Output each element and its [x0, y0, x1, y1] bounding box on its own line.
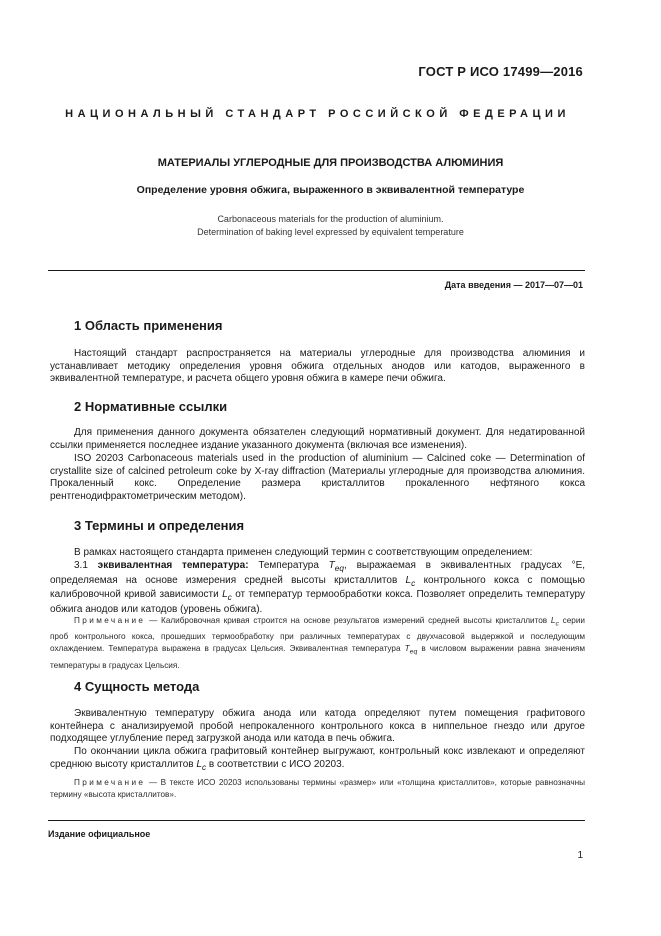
header-divider — [48, 270, 585, 271]
english-title — [50, 213, 611, 239]
section-2-heading: 2 Нормативные ссылки — [74, 399, 228, 414]
document-subtitle: Определение уровня обжига, выраженного в эквивалентной температуре — [136, 184, 525, 196]
document-number: ГОСТ Р ИСО 17499—2016 — [418, 64, 583, 79]
english-title-line-1: Carbonaceous materials for the production of aluminium. — [217, 214, 444, 224]
term-definition: 3.1 эквивалентная температура: Температура $T_{eq}$, выражаемая в эквивалентных градусах °E, определяемая на основе измерения средней высоты кристаллитов $L_c$ контрольного кокса с помощью калибровочной кривой зависимости $L_c$ от температур термообработки кокса. Позволяет определить температуру обжига анодов или катодов (уровень обжига). — [50, 560, 586, 615]
footer-divider — [48, 820, 585, 821]
section-4-heading: 4 Сущность метода — [74, 679, 200, 694]
section-4-paragraph-2: По окончании цикла обжига графитовый контейнер выгружают, контрольный кокс извлекают и определяют среднюю высоту кристаллитов $L_c$ в соответствии с ИСО 20203. — [50, 746, 585, 772]
note-label: Примечание — [74, 616, 146, 625]
term-number: 3.1 — [74, 560, 88, 571]
english-title-line-2: Determination of baking level expressed by equivalent temperature — [197, 227, 464, 237]
document-title: МАТЕРИАЛЫ УГЛЕРОДНЫЕ ДЛЯ ПРОИЗВОДСТВА АЛЮМИНИЯ — [157, 157, 504, 169]
section-3-paragraph: В рамках настоящего стандарта применен следующий термин с соответствующим определением: — [74, 547, 533, 558]
section-1-heading: 1 Область применения — [74, 318, 223, 333]
section-2-paragraph-1: Для применения данного документа обязателен следующий нормативный документ. Для недатированной ссылки применяется последнее издание указанного документа (включая все изменения). — [50, 427, 585, 451]
introduction-date: Дата введения — 2017—07—01 — [444, 280, 583, 290]
national-standard-banner: НАЦИОНАЛЬНЫЙ СТАНДАРТ РОССИЙСКОЙ ФЕДЕРАЦИИ — [65, 108, 570, 120]
official-edition-label: Издание официальное — [48, 829, 151, 839]
section-3-note: Примечание — Калибровочная кривая строится на основе результатов измерений средней высоты кристаллитов $L_c$ серии проб контрольного кокса, прошедших термообработку при различных температурах с двухчасовой выдержкой и последующим охлаждением. Температура выражена в градусах Цельсия. Эквивалентная температура $T_{eq}$ в числовом выражении равна значениям температуры в градусах Цельсия. — [50, 616, 585, 670]
section-3-heading: 3 Термины и определения — [74, 518, 245, 533]
section-4-note: Примечание — В тексте ИСО 20203 использованы термины «размер» или «толщина кристаллитов», которые равнозначны термину «высота кристаллитов». — [50, 778, 585, 800]
section-4-paragraph-1: Эквивалентную температуру обжига анода или катода определяют путем помещения графитового контейнера с анализируемой пробой непрокаленного контрольного кокса в ниппельное гнездо или другое подходящее углубление перед загрузкой анода или катода в печь обжига. — [50, 708, 585, 745]
section-2-paragraph-2: ISO 20203 Carbonaceous materials used in the production of aluminium — Calcined coke — Determination of crystallite size of calcined petroleum coke by X-ray diffraction (Материалы углеродные для производства алюминия. Прокаленный кокс. Определение размера кристаллитов прокаленного нефтяного кокса рентгенодифрактометрическим методом). — [50, 453, 585, 502]
page-number: 1 — [577, 850, 583, 861]
term-name: эквивалентная температура: — [97, 560, 249, 571]
note-label: Примечание — [74, 778, 146, 787]
section-1-paragraph: Настоящий стандарт распространяется на материалы углеродные для производства алюминия и устанавливает методику определения уровня обжига отдельных анодов или катодов, выраженного в эквивалентной температуре, и расчета общего уровня обжига в камере печи обжига. — [50, 348, 585, 385]
